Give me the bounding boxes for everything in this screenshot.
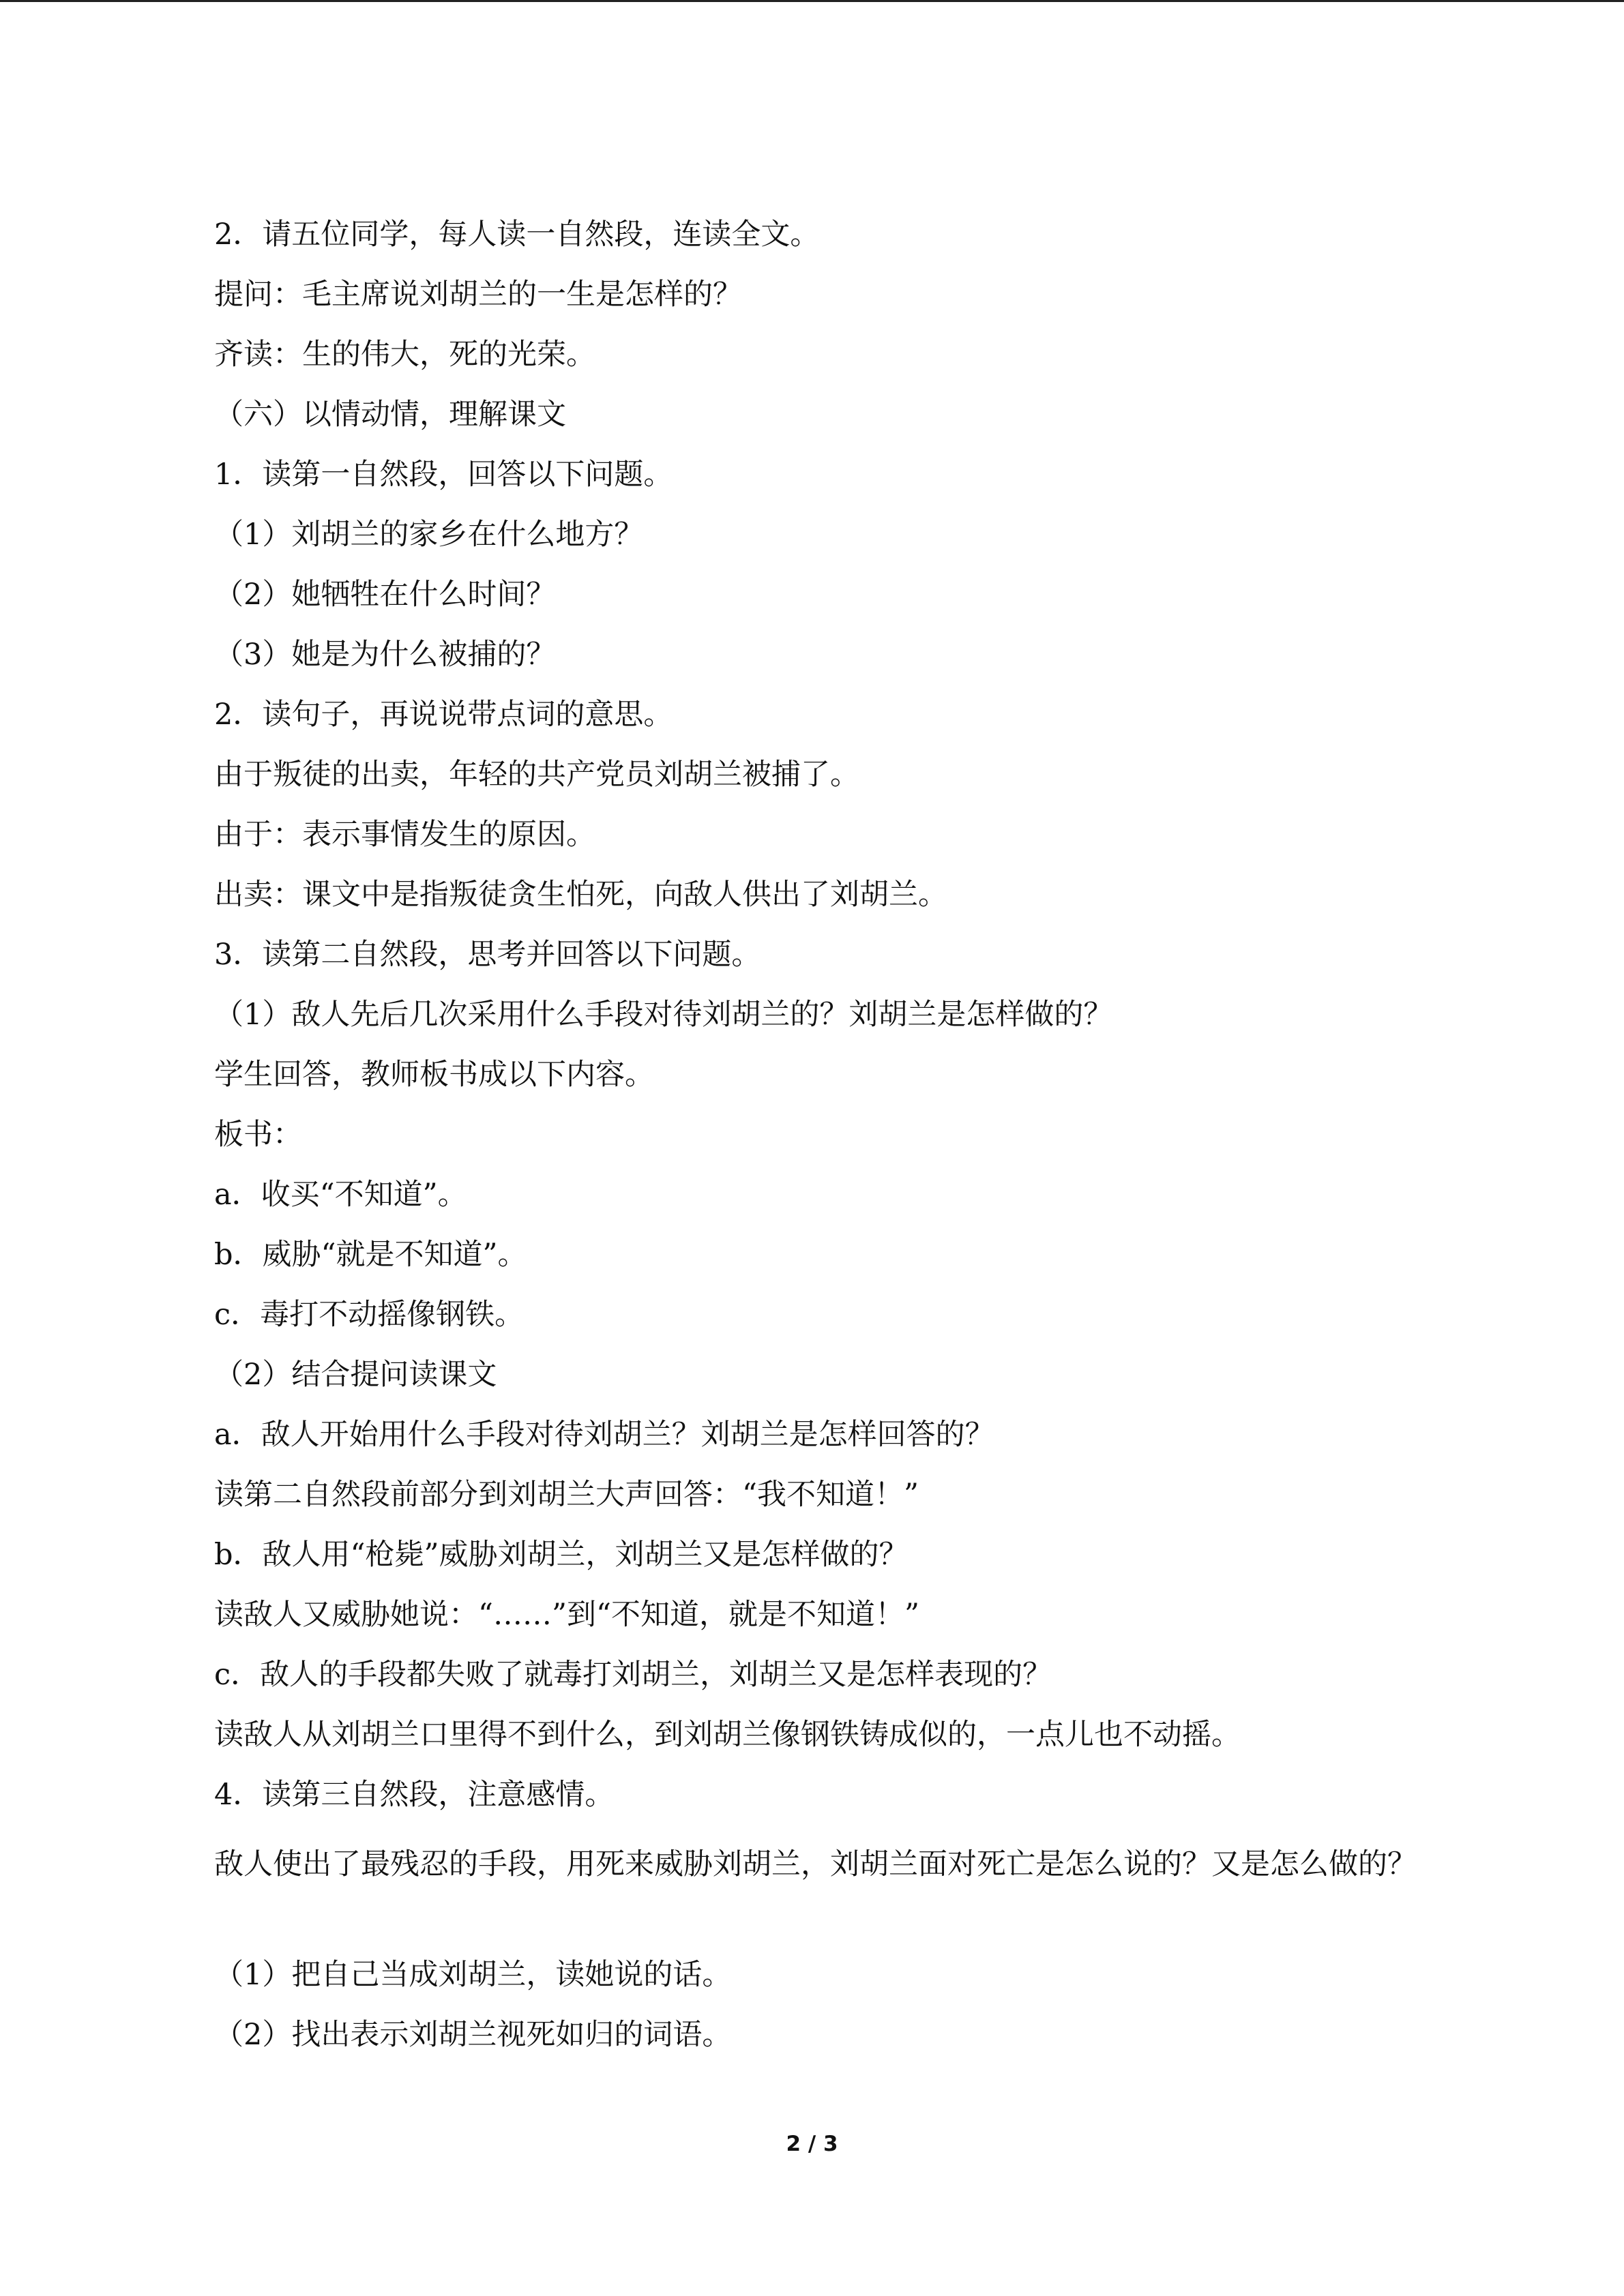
text-line: 齐读：生的伟大，死的光荣。 [214, 338, 595, 372]
text-line: （2）结合提问读课文 [214, 1358, 497, 1392]
text-line: 2．读句子，再说说带点词的意思。 [214, 698, 673, 732]
text-line: c．敌人的手段都失败了就毒打刘胡兰，刘胡兰又是怎样表现的？ [214, 1658, 1052, 1692]
text-line: （1）刘胡兰的家乡在什么地方？ [214, 518, 644, 552]
text-line: 出卖：课文中是指叛徒贪生怕死，向敌人供出了刘胡兰。 [214, 878, 947, 912]
text-line: （2）她牺牲在什么时间？ [214, 578, 556, 612]
text-line: 提问：毛主席说刘胡兰的一生是怎样的？ [214, 278, 742, 312]
text-line: 读敌人又威胁她说：“……”到“不知道，就是不知道！” [214, 1598, 919, 1632]
text-line: 读敌人从刘胡兰口里得不到什么，到刘胡兰像钢铁铸成似的，一点儿也不动摇。 [214, 1718, 1241, 1752]
text-line: 学生回答，教师板书成以下内容。 [214, 1058, 654, 1092]
text-line: b．敌人用“枪毙”威胁刘胡兰，刘胡兰又是怎样做的？ [214, 1538, 909, 1572]
text-line: 3．读第二自然段，思考并回答以下问题。 [214, 938, 761, 972]
board-item: c．毒打不动摇像钢铁。 [214, 1298, 525, 1332]
text-line: 4．读第三自然段，注意感情。 [214, 1778, 615, 1812]
wrapped-paragraph: 敌人使出了最残忍的手段，用死来威胁刘胡兰，刘胡兰面对死亡是怎么说的？又是怎么做的？ [214, 1847, 1417, 1881]
text-line: （3）她是为什么被捕的？ [214, 638, 556, 672]
text-line: 1．读第一自然段，回答以下问题。 [214, 458, 673, 492]
text-line: a．敌人开始用什么手段对待刘胡兰？刘胡兰是怎样回答的？ [214, 1418, 994, 1452]
text-line: 2．请五位同学，每人读一自然段，连读全文。 [214, 218, 820, 252]
board-item: b．威胁“就是不知道”。 [214, 1238, 527, 1272]
text-line: （1）敌人先后几次采用什么手段对待刘胡兰的？刘胡兰是怎样做的？ [214, 998, 1113, 1032]
page-number: 2 / 3 [786, 2132, 838, 2156]
text-line: 由于叛徒的出卖，年轻的共产党员刘胡兰被捕了。 [214, 758, 859, 792]
section-heading: （六）以情动情，理解课文 [214, 398, 566, 432]
text-line: （1）把自己当成刘胡兰，读她说的话。 [214, 1958, 732, 1992]
text-line: （2）找出表示刘胡兰视死如归的词语。 [214, 2018, 732, 2052]
text-line: 读第二自然段前部分到刘胡兰大声回答：“我不知道！” [214, 1478, 919, 1512]
board-item: a．收买“不知道”。 [214, 1178, 467, 1212]
text-line: 由于：表示事情发生的原因。 [214, 818, 595, 852]
text-line: 板书： [214, 1118, 302, 1152]
